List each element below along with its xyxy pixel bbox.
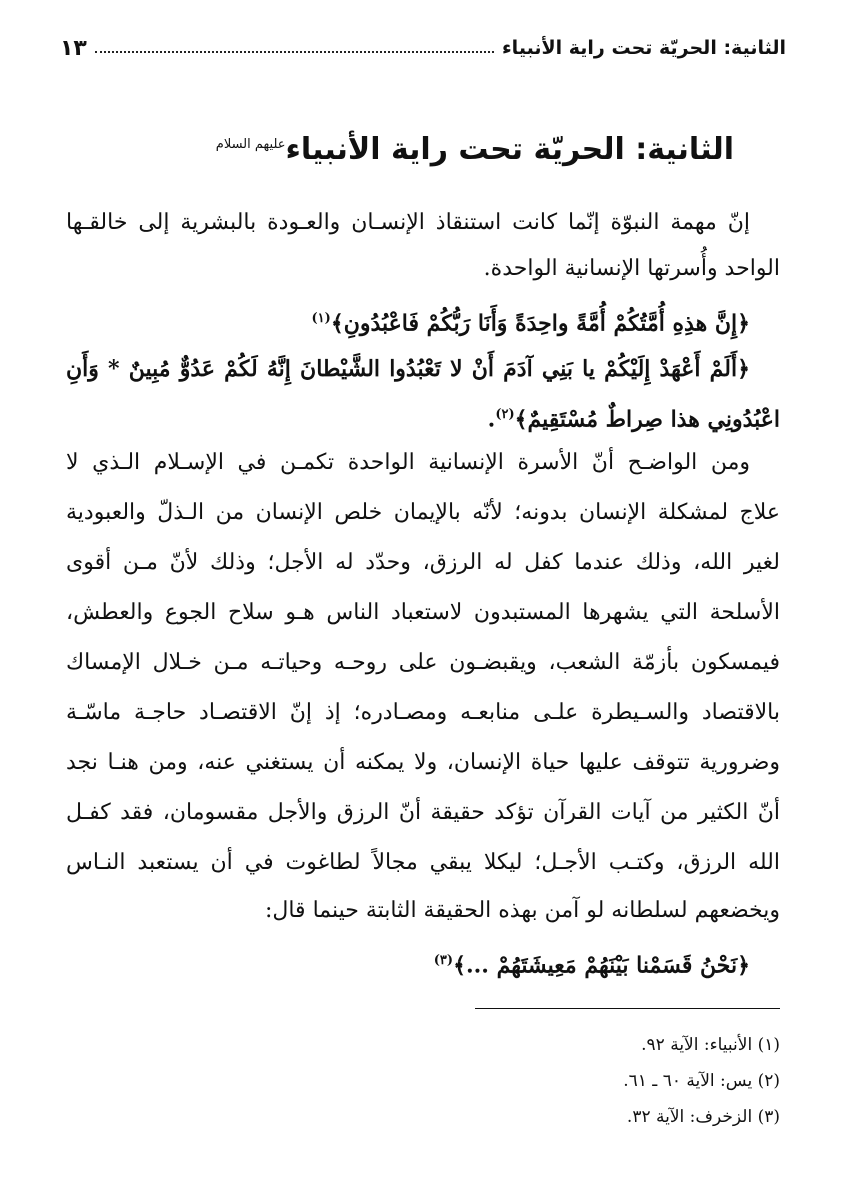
paragraph-line: الأسلحة التي يشهرها المستبدون لاستعباد الناس هـو سلاح الجوع والعطش، <box>66 600 780 625</box>
paragraph-line: وضرورية تتوقف عليها حياة الإنسان، ولا يمكنه أن يستغني عنه، ومن هنـا نجد <box>66 750 780 775</box>
quran-verse <box>66 938 750 984</box>
footnote-ref: (١) <box>311 311 331 326</box>
footnote-ref: (٢) <box>495 407 515 422</box>
verse-text: اعْبُدُونِي هذا صِراطٌ مُسْتَقِيمٌ﴾ <box>514 406 780 433</box>
paragraph-line: الواحد وأُسرتها الإنسانية الواحدة. <box>483 256 780 281</box>
quran-verse <box>66 392 780 438</box>
leader-dots <box>95 51 494 53</box>
paragraph-line: ومن الواضـح أنّ الأسرة الإنسانية الواحدة تكمـن في الإسـلام الـذي لا <box>66 450 750 475</box>
paragraph-line: ويخضعهم لسلطانه لو آمن بهذه الحقيقة الثابتة حينما قال: <box>264 898 780 923</box>
quran-verse: ﴿أَلَمْ أَعْهَدْ إِلَيْكُمْ يا بَنِي آدَمَ أَنْ لا تَعْبُدُوا الشَّيْطانَ إِنَّهُ لَكُمْ عَدُوٌّ مُبِينٌ * وَأَنِ <box>66 356 750 382</box>
quran-verse <box>66 296 750 342</box>
section-title <box>216 132 734 167</box>
paragraph-line: بالاقتصاد والسـيطرة علـى منابعـه ومصـادره؛ إذ إنّ الاقتصـاد حاجـة ماسّـة <box>66 700 780 725</box>
honorific-mark: عليهم السلام <box>215 137 286 152</box>
footnote-separator <box>475 1008 780 1009</box>
verse-period: . <box>487 406 496 433</box>
paragraph-line: فيمسكون بأزمّة الشعب، ويقبضـون على روحـه وحياتـه مـن خـلال الإمساك <box>66 650 780 675</box>
paragraph-line: علاج لمشكلة الإنسان بدونه؛ لأنّه بالإيمان خلص الإنسان من الـذلّ والعبودية <box>66 500 780 525</box>
verse-text: ﴿إِنَّ هذِهِ أُمَّتُكُمْ أُمَّةً واحِدَةً وَأَنَا رَبُّكُمْ فَاعْبُدُونِ﴾ <box>330 310 750 337</box>
verse-text: ﴿نَحْنُ قَسَمْنا بَيْنَهُمْ مَعِيشَتَهُمْ ...﴾ <box>453 952 750 979</box>
paragraph-line: الله الرزق، وكتـب الأجـل؛ ليكلا يبقي مجالاً لطاغوت في أن يستعبد النـاس <box>66 850 780 875</box>
paragraph-line: إنّ مهمة النبوّة إنّما كانت استنقاذ الإنسـان والعـودة بالبشرية إلى خالقـها <box>66 210 750 235</box>
running-header <box>60 28 786 68</box>
running-title: الثانية: الحريّة تحت راية الأنبياء <box>501 37 786 59</box>
footnote: (١) الأنبياء: الآية ٩٢. <box>641 1035 780 1055</box>
page-number: ١٣ <box>60 35 87 61</box>
footnote-ref: (٣) <box>433 953 454 968</box>
paragraph-line: لغير الله، وذلك عندما كفل له الرزق، وحدّد له الأجل؛ وذلك لأنّ مـن أقوى <box>66 550 780 575</box>
footnote: (٢) يس: الآية ٦٠ ـ ٦١. <box>623 1071 780 1091</box>
footnote: (٣) الزخرف: الآية ٣٢. <box>626 1107 780 1127</box>
paragraph-line: أنّ الكثير من آيات القرآن تؤكد حقيقة أنّ الرزق والأجل مقسومان، فقد كفـل <box>66 800 780 825</box>
section-title-text: الثانية: الحريّة تحت راية الأنبياء <box>285 132 734 167</box>
